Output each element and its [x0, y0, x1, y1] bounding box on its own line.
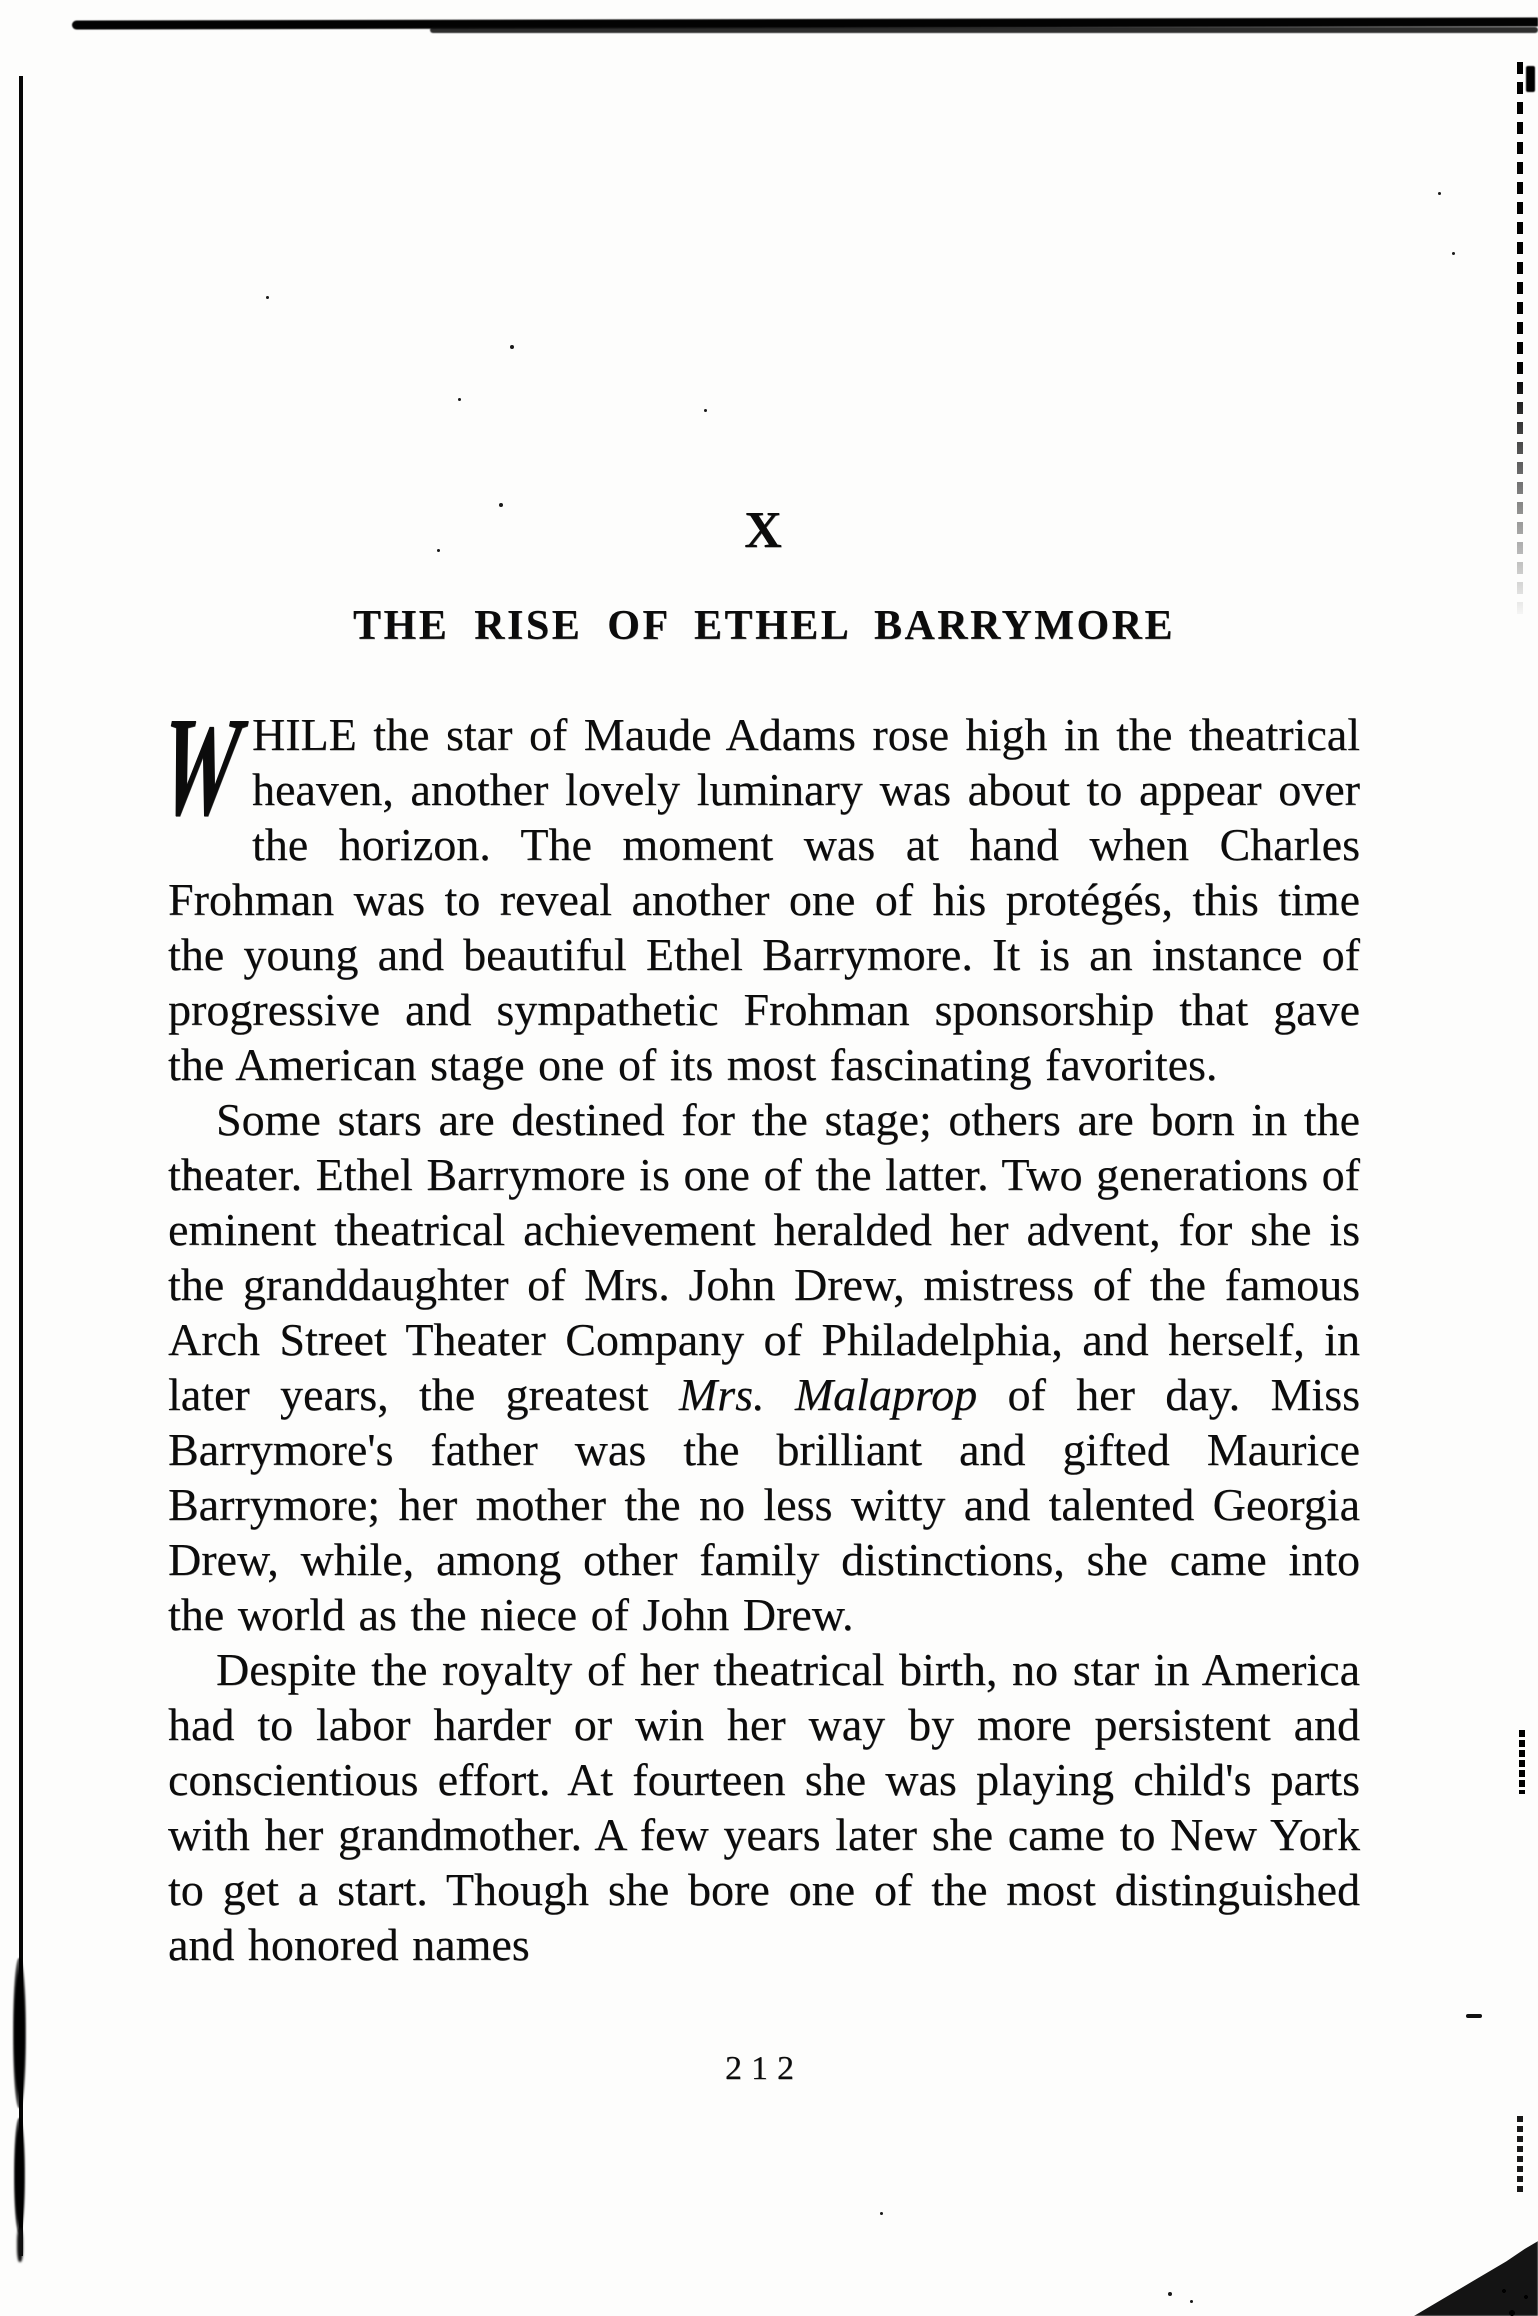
paragraph-3: Despite the royalty of her theatrical birth, no star in America had to labor harder or win her way by more persistent and conscientious effort. At fourteen she was playing child's parts with her grandmother. A few years later she came to New York to get a start. Though she bore one of the most distinguished and honored names	[168, 1644, 1360, 1970]
paragraph-2-text: of her day. Miss Barrymore's father was the brilliant and gifted Maurice Barrymore; her mother the no less witty and talented Georgia Drew, while, among other family distinctions, she came into the world as the niece of John Drew.	[168, 1369, 1361, 1640]
scan-top-edge-line-thick	[430, 27, 1538, 33]
scan-speck	[1168, 2292, 1172, 2296]
scan-left-ink-blob	[14, 2118, 25, 2233]
chapter-title: THE RISE OF ETHEL BARRYMORE	[353, 603, 1175, 649]
scan-right-edge-mark	[1517, 2116, 1523, 2196]
scan-right-edge-mark	[1519, 1730, 1525, 1794]
scan-left-edge-line	[19, 76, 23, 2256]
scan-speck	[1452, 252, 1455, 255]
scan-speck	[880, 2212, 883, 2215]
scan-right-edge-dashes	[1517, 62, 1523, 622]
scan-speck	[704, 409, 707, 412]
scan-speck	[266, 296, 269, 299]
chapter-number: X	[744, 502, 784, 559]
scan-left-ink-blob	[17, 2228, 23, 2262]
scan-speck	[510, 345, 514, 349]
drop-cap-letter: W	[153, 687, 247, 845]
page-number: 212	[725, 2050, 803, 2087]
scan-right-edge-mark	[1466, 2014, 1482, 2018]
scan-right-edge-mark	[1526, 66, 1535, 92]
drop-cap	[153, 687, 252, 872]
italic-phrase: Mrs. Malaprop	[678, 1369, 978, 1420]
paragraph-1	[153, 687, 1360, 1092]
scan-speck	[1190, 2300, 1193, 2303]
paragraph-2-text: Some stars are destined for the stage; others are born in the theater. Ethel Barrymore is one of the latter. Two generations of eminent theatrical achievement heralded her advent, for she is the granddaughter of Mrs. John Drew, mistress of the famous Arch Street Theater Company of Philadelphia, and herself, in later years, the greatest	[168, 1094, 1360, 1420]
ink-speckle-bottom-right	[1380, 2230, 1538, 2316]
paragraph-2	[168, 1092, 1360, 1642]
scan-left-ink-blob	[13, 1958, 26, 2108]
text-column	[153, 502, 1361, 1972]
paragraph-1-text: HILE the star of Maude Adams rose high in the theatrical heaven, another lovely luminary was about to appear over the horizon. The moment was at hand when Charles Frohman was to reveal another one of his protégés, this time the young and beautiful Ethel Barrymore. It is an instance of progressive and sympathetic Frohman sponsorship that gave the American stage one of its most fascinating favorites.	[168, 709, 1360, 1090]
scan-speck	[458, 398, 461, 401]
scan-speck	[1438, 192, 1441, 195]
body-text	[153, 687, 1361, 1972]
